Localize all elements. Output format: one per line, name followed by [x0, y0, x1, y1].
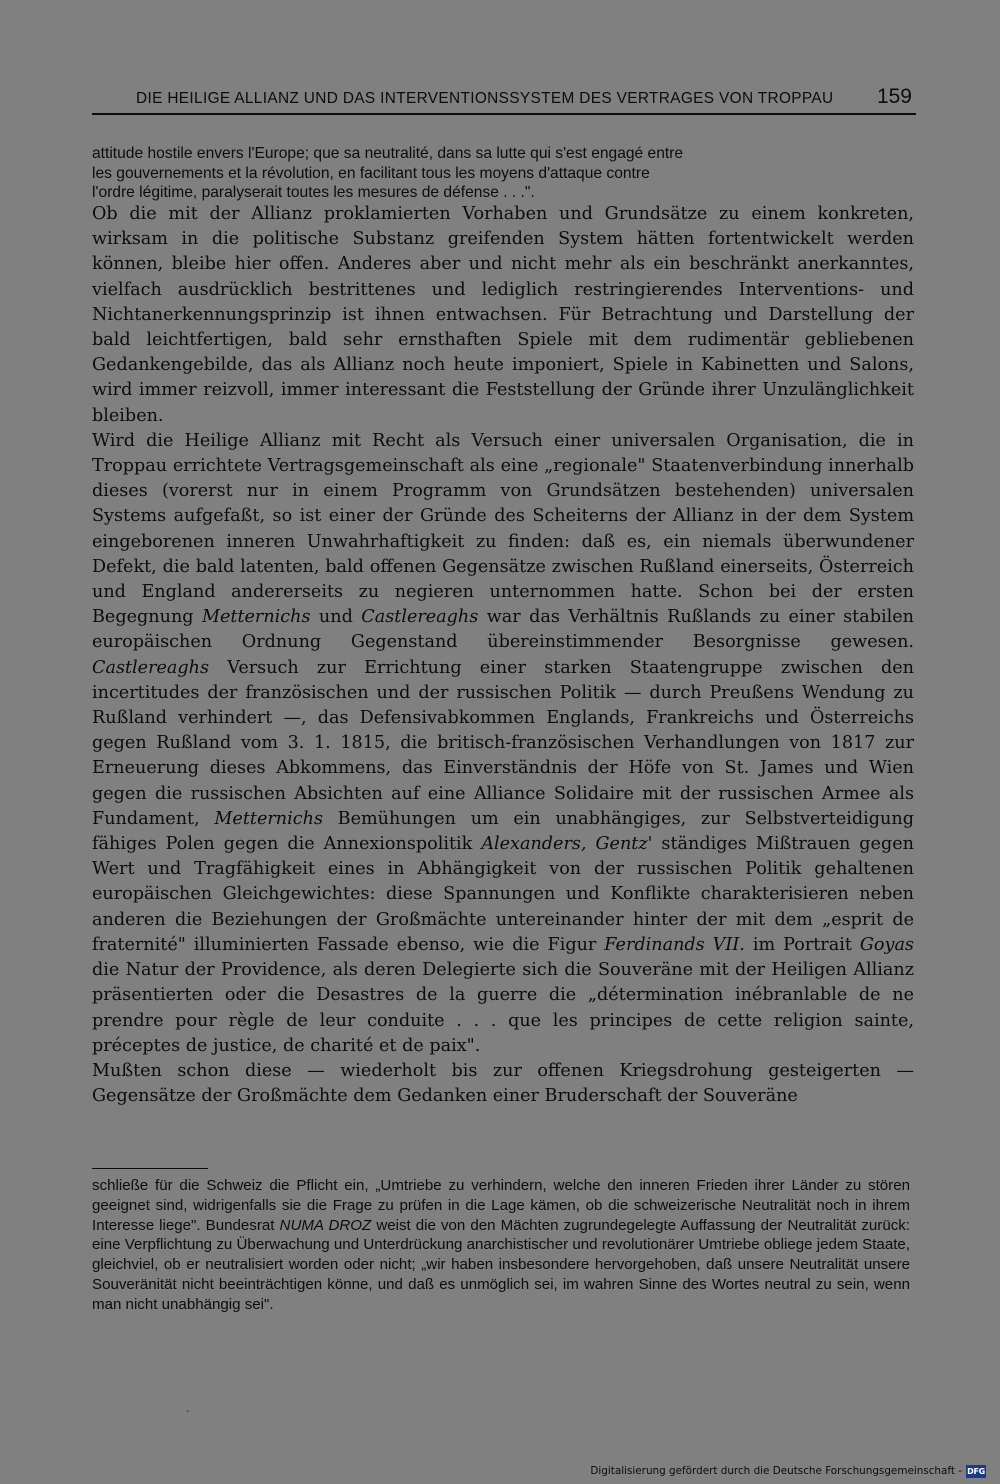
digitization-credit: Digitalisierung gefördert durch die Deutsche Forschungsgemeinschaft -	[590, 1465, 962, 1477]
running-header	[90, 84, 916, 114]
italic-name: Goyas	[859, 934, 914, 955]
quote-line: l'ordre légitime, paralyserait toutes les mesures de défense . . .".	[92, 184, 535, 201]
main-body-text	[92, 202, 914, 1109]
footnote-text	[92, 1176, 910, 1315]
quoted-french-passage	[92, 144, 912, 203]
running-header-title: DIE HEILIGE ALLIANZ UND DAS INTERVENTIONSSYSTEM DES VERTRAGES VON TROPPAU	[136, 90, 834, 107]
header-rule	[92, 113, 916, 115]
quote-line: attitude hostile envers l'Europe; que sa neutralité, dans sa lutte qui s'est engagé entre	[92, 145, 684, 162]
paragraph	[92, 429, 914, 1059]
dfg-logo: DFG	[967, 1467, 985, 1476]
text-run: ständiges Mißtrauen gegen Wert und Tragfähigkeit eines in Abhängigkeit von der russischen Politik gehaltenen europäischen Gleichgewichtes: diese Spannungen und Konflikte charakterisieren neben anderen die Beziehungen der Großmächte untereinander hinter der mit dem „esprit de fraternité" illuminierten Fassade ebenso, wie die Figur	[92, 834, 914, 955]
text-run: die Natur der Providence, als deren Delegierte sich die Souveräne mit der Heiligen Allianz präsentierten oder die Desastres de la guerre die „détermination inébranlable de ne prendre pour règle de leur conduite . . . que les principes de cette religion sainte, préceptes de justice, de charité et de paix".	[92, 960, 914, 1056]
quote-line: les gouvernements et la révolution, en facilitant tous les moyens d'attaque contre	[92, 164, 650, 182]
text-run: schließe für die Schweiz die Pflicht ein, „Umtriebe zu verhindern, welche den inneren Frieden ihrer Länder zu stören geeignet sind, widrigenfalls sie die Frage zu prüfen in die Lage kämen, ob die schweizerische Neutralität noch in ihrem Interesse liege". Bundesrat	[92, 1177, 910, 1234]
text-run: Wird die Heilige Allianz mit Recht als Versuch einer universalen Organisation, die in Troppau errichtete Vertragsgemeinschaft als eine „regionale" Staatenverbindung innerhalb dieses (vorerst nur in einem Programm von Grundsätzen bestehenden) universalen Systems aufgefaßt, so ist einer der Gründe des Scheiterns der Allianz in der dem System eingeborenen inneren Unwahrhaftigkeit zu finden: daß es, ein niemals überwundener Defekt, die bald latenten, bald offenen Gegensätze zwischen Rußland einerseits, Österreich und England andererseits zu negieren unternommen hatte. Schon bei der ersten Begegnung	[92, 430, 914, 628]
paragraph	[92, 1059, 914, 1109]
text-run: und	[310, 607, 362, 628]
text-run: Versuch zur Errichtung einer starken Staatengruppe zwischen den incertitudes der französischen und der russischen Politik — durch Preußens Wendung zu Rußland verhindert —, das Defensivabkommen Englands, Frankreichs und Österreichs gegen Rußland vom 3. 1. 1815, die britisch-französischen Verhandlungen von 1817 zur Erneuerung dieses Abkommens, das Einverständnis der Höfe von St. James und Wien gegen die russischen Absichten auf eine Alliance Solidaire mit der russischen Armee als Fundament,	[92, 657, 914, 829]
text-run: weist die von den Mächten zugrundegelegte Auffassung der Neutralität zurück: eine Verpflichtung zu Überwachung und Unterdrückung anarchistischer und revolutionärer Umtriebe obliege jedem Staate, gleichviel, ob er neutralisiert worden oder nicht; „wir haben insbesondere hervorgehoben, daß unsere Neutralität unsere Souveränität nicht beeinträchtigen könne, und daß es unmöglich sei, im wahren Sinne des Wortes neutral zu sein, wenn man nicht unabhängig sei".	[92, 1216, 910, 1313]
stray-mark: `	[186, 1410, 190, 1421]
footnote-separator	[92, 1168, 208, 1169]
italic-name: Castlereaghs	[92, 657, 210, 678]
text-run: im Portrait	[744, 934, 860, 955]
page-number: 159	[876, 85, 912, 108]
paragraph	[92, 202, 914, 429]
text-run: war das Verhältnis Rußlands zu einer stabilen europäischen Ordnung Gegenstand übereinstimmender Besorgnisse gewesen.	[92, 607, 914, 653]
text-run: Ob die mit der Allianz proklamierten Vorhaben und Grundsätze zu einem konkreten, wirksam in die politische Substanz greifenden System hätten fortentwickelt werden können, bleibe hier offen. Anderes aber und nicht mehr als ein beschränkt anerkanntes, vielfach ausdrücklich bestrittenes und lediglich restringierendes Interventions- und Nichtanerkennungsprinzip ist ihnen entwachsen. Für Betrachtung und Darstellung der bald leichtfertigen, bald sehr ernsthaften Spiele mit dem rudimentär gebliebenen Gedankengebilde, das als Allianz noch heute imponiert, Spiele in Kabinetten und Salons, wird immer reizvoll, immer interessant die Feststellung der Gründe ihrer Unzulänglichkeit bleiben.	[92, 204, 914, 426]
italic-name: Ferdinands VII.	[604, 934, 745, 955]
italic-name: Alexanders, Gentz'	[481, 834, 653, 855]
text-run: Mußten schon diese — wiederholt bis zur offenen Kriegsdrohung gesteigerten — Gegensätze der Großmächte dem Gedanken einer Bruderschaft der Souveräne	[92, 1060, 914, 1107]
italic-name: Metternichs	[201, 607, 311, 628]
italic-name: Castlereaghs	[361, 607, 479, 628]
italic-name: NUMA DROZ	[279, 1216, 372, 1234]
text-run: Bemühungen um ein unabhängiges, zur Selbstverteidigung fähiges Polen gegen die Annexionspolitik	[92, 808, 914, 855]
italic-name: Metternichs	[214, 808, 323, 829]
